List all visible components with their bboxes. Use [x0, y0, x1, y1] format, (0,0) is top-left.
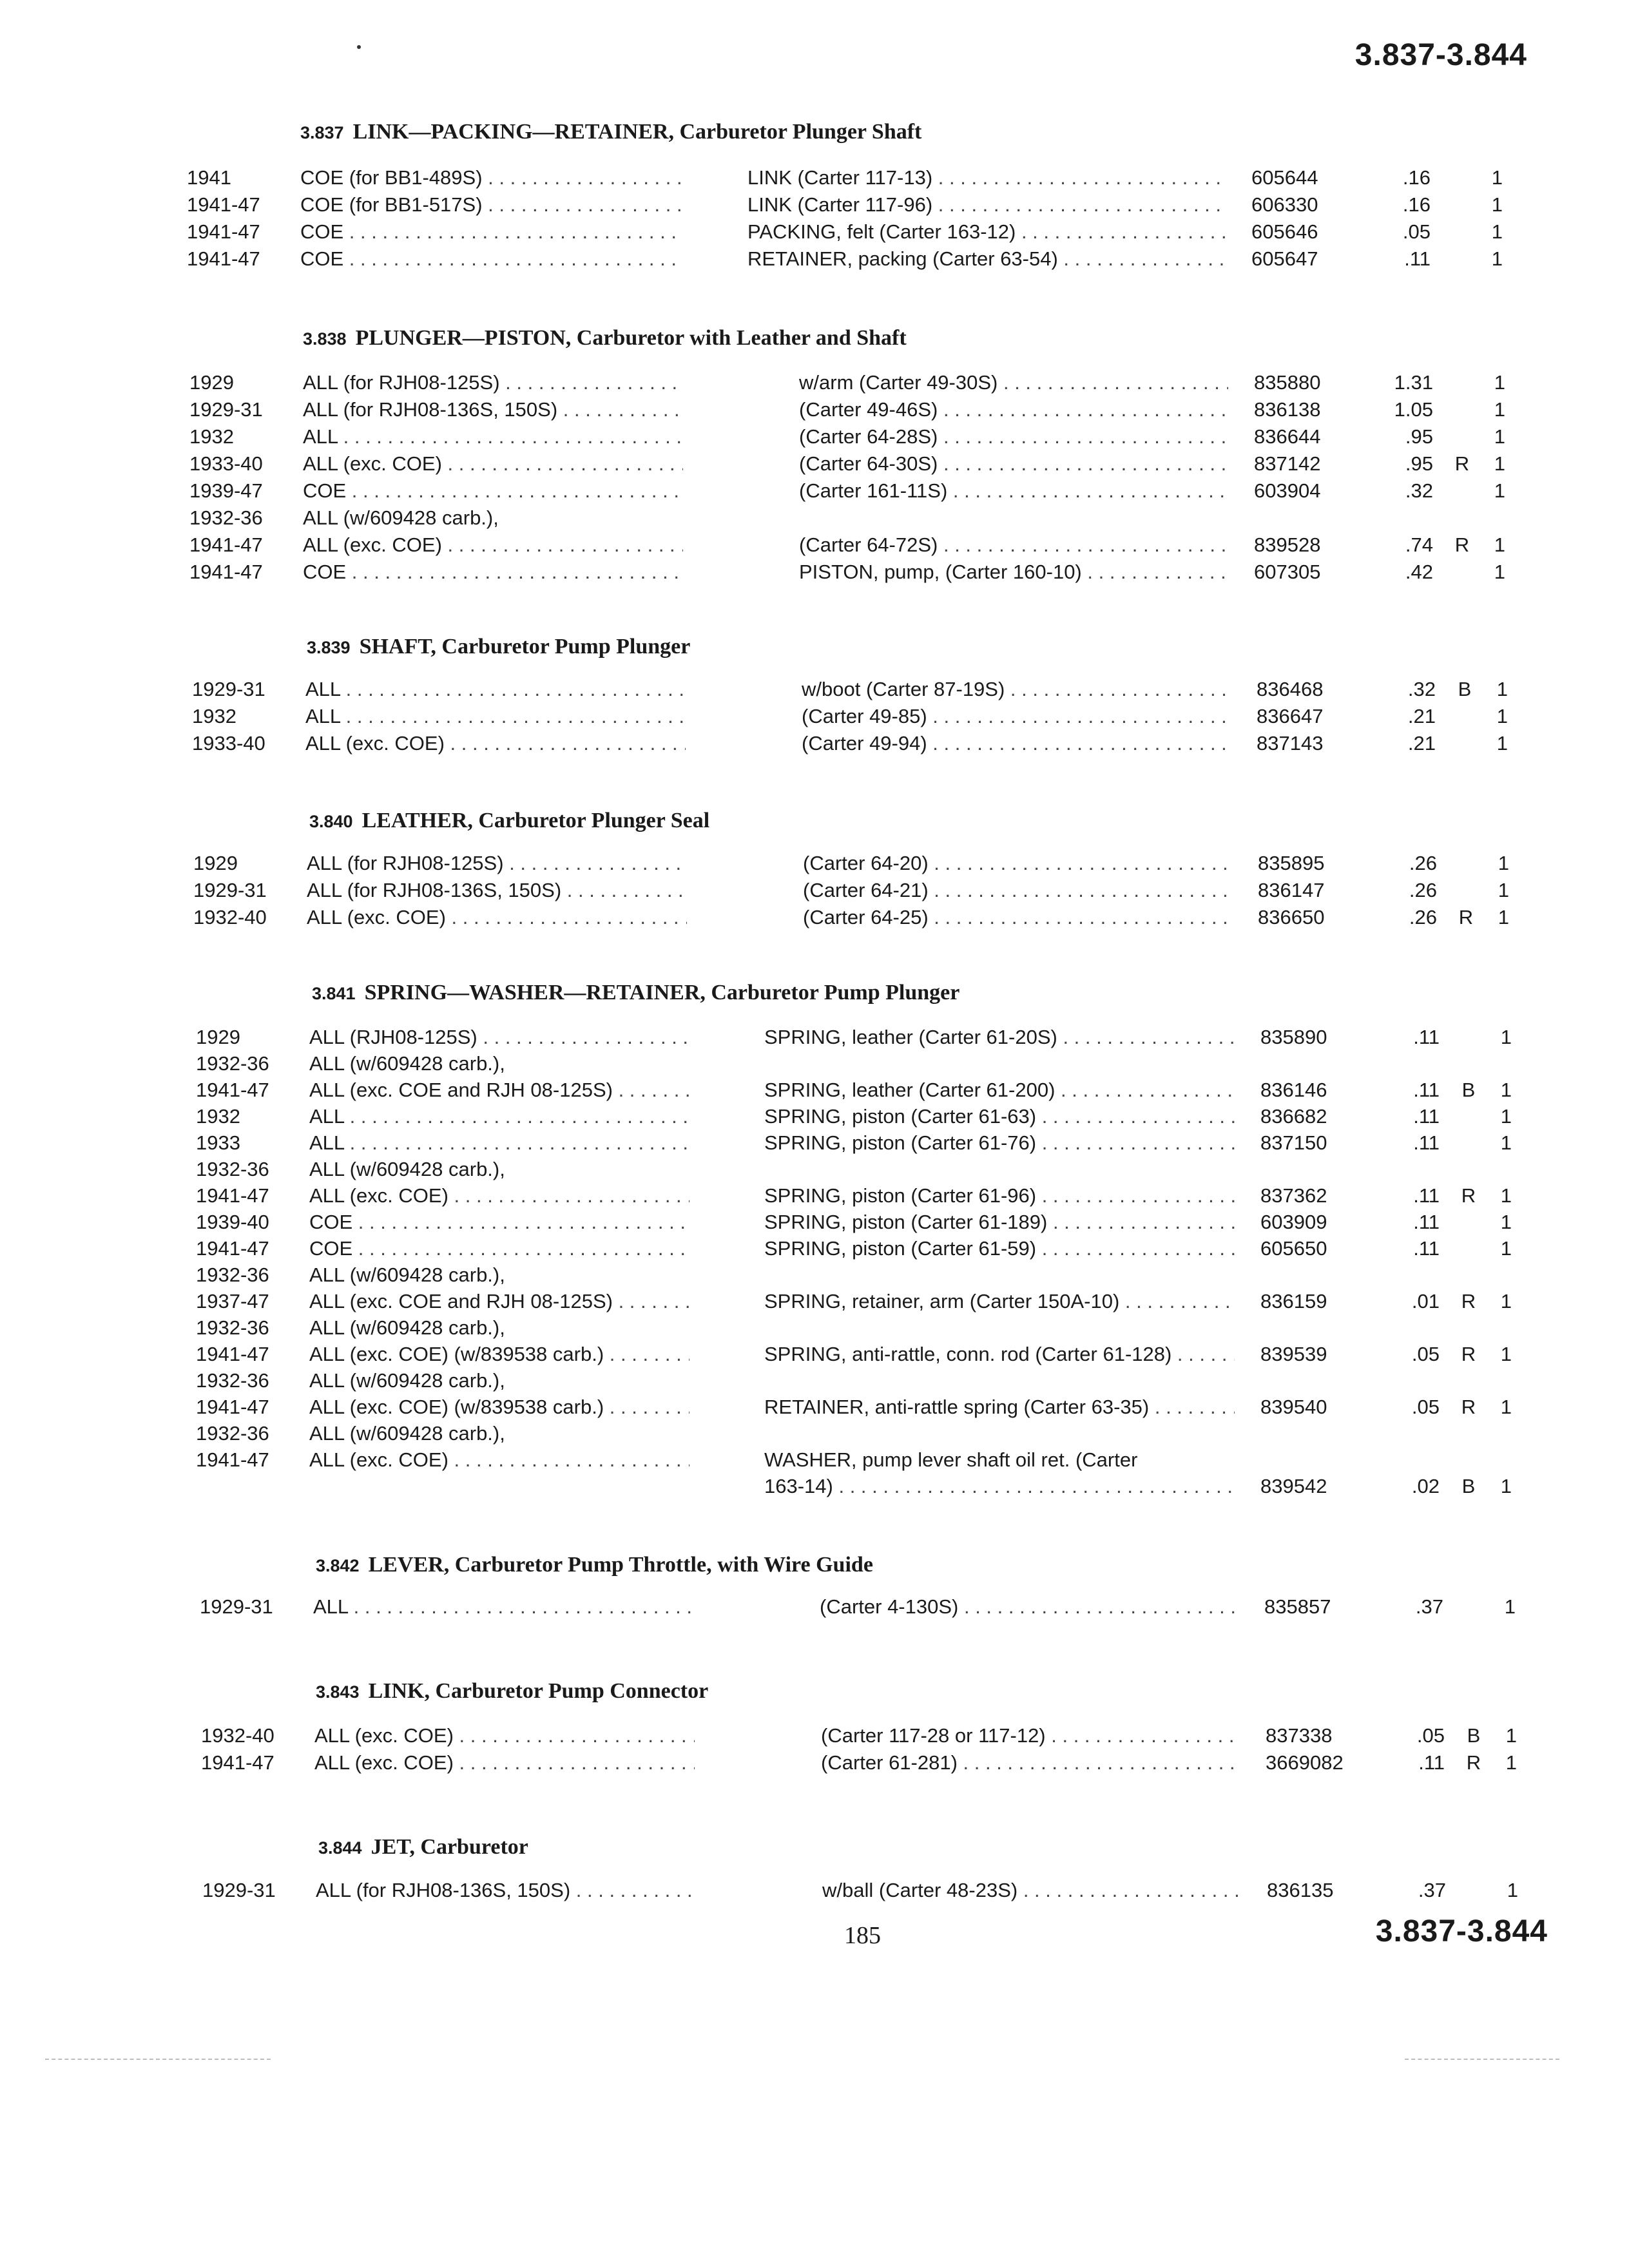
section-heading: LEATHER, Carburetor Plunger Seal [361, 809, 710, 832]
cell-qty: 1 [1500, 1105, 1512, 1128]
cell-year: 1941-47 [187, 220, 260, 243]
cell-price: .21 [1407, 732, 1436, 754]
cell-model: ALL (exc. COE) . . . [309, 1448, 689, 1472]
section-title [303, 326, 907, 351]
cell-part: 837143 [1257, 732, 1324, 754]
cell-model: ALL (exc. COE) . . . [307, 906, 687, 929]
section-title [309, 809, 709, 833]
cell-price: .37 [1415, 1595, 1443, 1618]
cell-code: R [1454, 452, 1470, 475]
parts-row [0, 220, 1629, 247]
cell-model: COE . . . [303, 479, 683, 503]
parts-row [0, 506, 1629, 533]
cell-model: ALL (exc. COE) . . . [305, 732, 686, 755]
cell-model: COE (for BB1-489S) . . . [300, 166, 680, 189]
cell-code: R [1458, 906, 1474, 928]
cell-desc: SPRING, leather (Carter 61-200) . . . [764, 1079, 1235, 1102]
cell-desc: RETAINER, packing (Carter 63-54) . . . [747, 247, 1226, 271]
cell-qty: 1 [1494, 452, 1505, 475]
parts-row [0, 678, 1629, 705]
cell-qty: 1 [1498, 879, 1509, 901]
cell-price: .05 [1411, 1343, 1440, 1365]
cell-desc: PISTON, pump, (Carter 160-10) . . . [799, 561, 1228, 584]
cell-qty: 1 [1500, 1396, 1512, 1418]
section-title [316, 1553, 873, 1577]
cell-model: ALL (exc. COE) (w/839538 carb.) . . . [309, 1343, 689, 1366]
cell-part: 836146 [1260, 1079, 1327, 1101]
parts-row [0, 1026, 1629, 1053]
cell-desc: RETAINER, anti-rattle spring (Carter 63-35) . . . [764, 1396, 1235, 1419]
cell-price: .21 [1407, 705, 1436, 727]
parts-row [0, 1369, 1629, 1396]
cell-qty: 1 [1500, 1343, 1512, 1365]
cell-qty: 1 [1491, 193, 1503, 216]
parts-row [0, 1879, 1629, 1906]
cell-qty: 1 [1496, 732, 1508, 754]
page-header-range: 3.837-3.844 [1354, 38, 1527, 72]
cell-part: 839540 [1260, 1396, 1327, 1418]
parts-row [0, 1052, 1629, 1079]
cell-model: ALL (w/609428 carb.), [303, 506, 499, 529]
cell-year: 1932 [189, 425, 234, 448]
cell-code: R [1461, 1290, 1476, 1312]
cell-desc: w/boot (Carter 87-19S) . . . [802, 678, 1231, 701]
cell-year: 1939-47 [189, 479, 263, 502]
cell-part: 839542 [1260, 1475, 1327, 1497]
cell-model: ALL . . . [303, 425, 683, 448]
cell-price: .11 [1418, 1751, 1445, 1774]
cell-desc: SPRING, piston (Carter 61-59) . . . [764, 1237, 1235, 1260]
cell-price: .11 [1413, 1211, 1440, 1233]
section-number: 3.840 [309, 812, 353, 831]
cell-part: 835890 [1260, 1026, 1327, 1048]
cell-qty: 1 [1498, 852, 1509, 874]
cell-price: .05 [1416, 1724, 1445, 1747]
parts-row [0, 479, 1629, 506]
cell-year: 1932-36 [196, 1158, 269, 1180]
cell-price: .32 [1407, 678, 1436, 700]
cell-year: 1932-40 [193, 906, 267, 928]
parts-row [0, 852, 1629, 879]
cell-model: ALL (w/609428 carb.), [309, 1422, 505, 1445]
cell-price: .26 [1409, 852, 1437, 874]
cell-qty: 1 [1500, 1079, 1512, 1101]
cell-desc: SPRING, piston (Carter 61-63) . . . [764, 1105, 1235, 1128]
cell-year: 1933-40 [192, 732, 265, 754]
cell-year: 1932 [196, 1105, 240, 1128]
cell-code: R [1461, 1396, 1476, 1418]
cell-model: ALL (for RJH08-125S) . . . [303, 371, 683, 394]
cell-model: ALL (w/609428 carb.), [309, 1316, 505, 1339]
cell-year: 1929 [196, 1026, 240, 1048]
cell-part: 837150 [1260, 1131, 1327, 1154]
cell-model: ALL . . . [313, 1595, 693, 1619]
cell-year: 1941-47 [196, 1396, 269, 1418]
cell-model: ALL (exc. COE) . . . [303, 533, 683, 557]
cell-part: 603909 [1260, 1211, 1327, 1233]
cell-year: 1932-36 [196, 1422, 269, 1445]
parts-row [0, 1475, 1629, 1502]
cell-year: 1941-47 [196, 1448, 269, 1471]
cell-part: 3669082 [1266, 1751, 1344, 1774]
parts-row [0, 705, 1629, 732]
parts-row [0, 561, 1629, 588]
parts-row [0, 732, 1629, 759]
cell-price: .05 [1411, 1396, 1440, 1418]
cell-qty: 1 [1498, 906, 1509, 928]
cell-part: 836682 [1260, 1105, 1327, 1128]
scan-artifact-line [1405, 2059, 1559, 2060]
cell-desc: (Carter 49-46S) . . . [799, 398, 1228, 421]
cell-price: .26 [1409, 879, 1437, 901]
cell-part: 605646 [1251, 220, 1318, 243]
cell-desc: SPRING, leather (Carter 61-20S) . . . [764, 1026, 1235, 1049]
cell-model: ALL (for RJH08-136S, 150S) . . . [307, 879, 687, 902]
parts-row [0, 1184, 1629, 1211]
cell-year: 1929-31 [200, 1595, 273, 1618]
section-title [316, 1679, 708, 1704]
cell-desc: (Carter 64-28S) . . . [799, 425, 1228, 448]
section-number: 3.839 [307, 638, 351, 657]
section-heading: PLUNGER—PISTON, Carburetor with Leather and Shaft [355, 326, 907, 350]
cell-year: 1941-47 [196, 1184, 269, 1207]
cell-desc: (Carter 4-130S) . . . [820, 1595, 1239, 1619]
cell-year: 1932-36 [196, 1316, 269, 1339]
cell-desc: SPRING, piston (Carter 61-189) . . . [764, 1211, 1235, 1234]
cell-desc: (Carter 64-21) . . . [803, 879, 1232, 902]
cell-price: .26 [1409, 906, 1437, 928]
parts-row [0, 1264, 1629, 1291]
cell-qty: 1 [1494, 533, 1505, 556]
cell-model: COE . . . [300, 247, 680, 271]
cell-model: ALL (for RJH08-125S) . . . [307, 852, 687, 875]
cell-price: .05 [1402, 220, 1431, 243]
parts-row [0, 166, 1629, 193]
cell-part: 607305 [1254, 561, 1321, 583]
section-heading: SHAFT, Carburetor Pump Plunger [359, 635, 691, 658]
cell-desc: LINK (Carter 117-96) . . . [747, 193, 1226, 216]
cell-desc: 163-14) . . . [764, 1475, 1235, 1498]
cell-code: R [1466, 1751, 1481, 1774]
cell-qty: 1 [1505, 1751, 1517, 1774]
cell-qty: 1 [1496, 678, 1508, 700]
parts-row [0, 398, 1629, 425]
cell-year: 1929-31 [202, 1879, 276, 1901]
cell-part: 836644 [1254, 425, 1321, 448]
cell-model: ALL (for RJH08-136S, 150S) . . . [303, 398, 683, 421]
parts-row [0, 1079, 1629, 1106]
cell-part: 839528 [1254, 533, 1321, 556]
section-heading: LEVER, Carburetor Pump Throttle, with Wire Guide [368, 1553, 873, 1577]
cell-model: COE . . . [309, 1211, 689, 1234]
parts-row [0, 1158, 1629, 1185]
cell-year: 1929-31 [193, 879, 267, 901]
cell-price: .32 [1405, 479, 1433, 502]
cell-price: .37 [1418, 1879, 1446, 1901]
cell-part: 837362 [1260, 1184, 1327, 1207]
parts-row [0, 425, 1629, 452]
cell-desc: SPRING, piston (Carter 61-96) . . . [764, 1184, 1235, 1207]
parts-row [0, 1290, 1629, 1317]
section-number: 3.844 [318, 1838, 362, 1858]
cell-qty: 1 [1491, 166, 1503, 189]
cell-desc: w/ball (Carter 48-23S) . . . [822, 1879, 1241, 1902]
parts-row [0, 1211, 1629, 1238]
cell-part: 836468 [1257, 678, 1324, 700]
cell-model: ALL (exc. COE) . . . [314, 1724, 695, 1747]
cell-year: 1932-36 [196, 1369, 269, 1392]
cell-year: 1941-47 [189, 533, 263, 556]
cell-model: ALL (exc. COE) . . . [303, 452, 683, 476]
cell-year: 1933-40 [189, 452, 263, 475]
section-heading: LINK—PACKING—RETAINER, Carburetor Plunger Shaft [352, 120, 922, 144]
cell-model: COE . . . [300, 220, 680, 244]
cell-part: 836650 [1258, 906, 1325, 928]
cell-price: .16 [1402, 193, 1431, 216]
section-heading: LINK, Carburetor Pump Connector [368, 1679, 709, 1703]
cell-year: 1941-47 [196, 1237, 269, 1260]
cell-year: 1932-36 [189, 506, 263, 529]
cell-model: ALL (w/609428 carb.), [309, 1369, 505, 1392]
cell-model: ALL (w/609428 carb.), [309, 1052, 505, 1075]
cell-qty: 1 [1500, 1237, 1512, 1260]
cell-code: B [1467, 1724, 1481, 1747]
cell-desc: SPRING, anti-rattle, conn. rod (Carter 61-128) . . . [764, 1343, 1235, 1366]
cell-year: 1929-31 [189, 398, 263, 421]
cell-model: ALL . . . [309, 1131, 689, 1155]
cell-desc: WASHER, pump lever shaft oil ret. (Carter [764, 1448, 1138, 1471]
cell-code: B [1461, 1475, 1476, 1497]
cell-part: 605647 [1251, 247, 1318, 270]
parts-row [0, 1396, 1629, 1423]
cell-desc: (Carter 61-281) . . . [821, 1751, 1240, 1774]
cell-price: 1.05 [1394, 398, 1433, 421]
cell-price: .74 [1405, 533, 1433, 556]
cell-desc: (Carter 64-20) . . . [803, 852, 1232, 875]
parts-row [0, 1595, 1629, 1622]
section-title [318, 1835, 528, 1860]
cell-part: 836147 [1258, 879, 1325, 901]
cell-price: .11 [1413, 1184, 1440, 1207]
cell-part: 837338 [1266, 1724, 1333, 1747]
cell-qty: 1 [1500, 1211, 1512, 1233]
cell-qty: 1 [1494, 371, 1505, 394]
cell-desc: (Carter 49-85) . . . [802, 705, 1231, 728]
cell-year: 1929 [189, 371, 234, 394]
cell-price: .11 [1413, 1079, 1440, 1101]
cell-part: 839539 [1260, 1343, 1327, 1365]
parts-row [0, 533, 1629, 561]
cell-part: 835895 [1258, 852, 1325, 874]
cell-year: 1929-31 [192, 678, 265, 700]
cell-qty: 1 [1491, 220, 1503, 243]
cell-year: 1941 [187, 166, 231, 189]
cell-price: .01 [1411, 1290, 1440, 1312]
cell-part: 603904 [1254, 479, 1321, 502]
cell-model: COE . . . [303, 561, 683, 584]
cell-code: R [1461, 1184, 1476, 1207]
parts-row [0, 1724, 1629, 1751]
cell-model: ALL (w/609428 carb.), [309, 1158, 505, 1180]
cell-qty: 1 [1500, 1184, 1512, 1207]
cell-year: 1929 [193, 852, 238, 874]
cell-model: ALL . . . [309, 1105, 689, 1128]
section-number: 3.843 [316, 1682, 360, 1702]
cell-desc: w/arm (Carter 49-30S) . . . [799, 371, 1228, 394]
cell-code: B [1458, 678, 1472, 700]
section-number: 3.837 [300, 123, 344, 142]
cell-year: 1941-47 [187, 247, 260, 270]
cell-price: .11 [1413, 1237, 1440, 1260]
parts-row [0, 906, 1629, 933]
parts-row [0, 1131, 1629, 1158]
cell-model: ALL (exc. COE) (w/839538 carb.) . . . [309, 1396, 689, 1419]
parts-row [0, 879, 1629, 906]
cell-part: 605644 [1251, 166, 1318, 189]
cell-price: .95 [1405, 425, 1433, 448]
section-number: 3.842 [316, 1556, 360, 1575]
cell-year: 1941-47 [187, 193, 260, 216]
parts-row [0, 1422, 1629, 1449]
cell-qty: 1 [1494, 425, 1505, 448]
cell-year: 1932-40 [201, 1724, 275, 1747]
cell-price: .11 [1413, 1026, 1440, 1048]
cell-year: 1932 [192, 705, 236, 727]
cell-qty: 1 [1505, 1724, 1517, 1747]
cell-model: ALL (w/609428 carb.), [309, 1264, 505, 1286]
section-title [300, 120, 921, 144]
cell-price: .42 [1405, 561, 1433, 583]
cell-part: 835880 [1254, 371, 1321, 394]
page-number: 185 [844, 1922, 881, 1949]
cell-code: B [1461, 1079, 1476, 1101]
cell-model: ALL (exc. COE and RJH 08-125S) . . . [309, 1290, 689, 1313]
cell-price: .02 [1411, 1475, 1440, 1497]
cell-year: 1933 [196, 1131, 240, 1154]
cell-desc: (Carter 161-11S) . . . [799, 479, 1228, 503]
cell-model: COE . . . [309, 1237, 689, 1260]
cell-desc: SPRING, piston (Carter 61-76) . . . [764, 1131, 1235, 1155]
cell-desc: PACKING, felt (Carter 163-12) . . . [747, 220, 1226, 244]
cell-part: 606330 [1251, 193, 1318, 216]
cell-code: R [1454, 533, 1470, 556]
cell-year: 1941-47 [196, 1343, 269, 1365]
scan-speck [357, 45, 361, 49]
cell-qty: 1 [1491, 247, 1503, 270]
cell-desc: (Carter 117-28 or 117-12) . . . [821, 1724, 1240, 1747]
cell-model: ALL (exc. COE and RJH 08-125S) . . . [309, 1079, 689, 1102]
cell-qty: 1 [1500, 1131, 1512, 1154]
cell-desc: LINK (Carter 117-13) . . . [747, 166, 1226, 189]
cell-desc: SPRING, retainer, arm (Carter 150A-10) . . . [764, 1290, 1235, 1313]
scan-artifact-line [45, 2059, 271, 2060]
cell-price: .11 [1413, 1105, 1440, 1128]
section-title [307, 635, 690, 659]
cell-desc: (Carter 49-94) . . . [802, 732, 1231, 755]
cell-year: 1932-36 [196, 1264, 269, 1286]
cell-price: 1.31 [1394, 371, 1433, 394]
section-heading: JET, Carburetor [371, 1835, 528, 1859]
cell-model: COE (for BB1-517S) . . . [300, 193, 680, 216]
cell-qty: 1 [1504, 1595, 1516, 1618]
parts-row [0, 371, 1629, 398]
cell-part: 837142 [1254, 452, 1321, 475]
cell-code: R [1461, 1343, 1476, 1365]
parts-row [0, 1751, 1629, 1778]
cell-part: 836647 [1257, 705, 1324, 727]
cell-model: ALL (exc. COE) . . . [309, 1184, 689, 1207]
cell-price: .16 [1402, 166, 1431, 189]
cell-qty: 1 [1496, 705, 1508, 727]
section-title [312, 981, 959, 1005]
cell-year: 1941-47 [196, 1079, 269, 1101]
parts-row [0, 1343, 1629, 1370]
cell-qty: 1 [1494, 561, 1505, 583]
cell-qty: 1 [1500, 1475, 1512, 1497]
cell-qty: 1 [1500, 1026, 1512, 1048]
cell-part: 835857 [1264, 1595, 1331, 1618]
cell-year: 1932-36 [196, 1052, 269, 1075]
parts-row [0, 247, 1629, 274]
cell-price: .95 [1405, 452, 1433, 475]
cell-part: 836159 [1260, 1290, 1327, 1312]
parts-row [0, 452, 1629, 479]
cell-desc: (Carter 64-30S) . . . [799, 452, 1228, 476]
cell-part: 836135 [1267, 1879, 1334, 1901]
parts-row [0, 1237, 1629, 1264]
cell-model: ALL (exc. COE) . . . [314, 1751, 695, 1774]
cell-year: 1941-47 [201, 1751, 275, 1774]
section-heading: SPRING—WASHER—RETAINER, Carburetor Pump Plunger [364, 981, 960, 1004]
cell-model: ALL . . . [305, 678, 686, 701]
cell-year: 1939-40 [196, 1211, 269, 1233]
cell-part: 605650 [1260, 1237, 1327, 1260]
cell-model: ALL (for RJH08-136S, 150S) . . . [316, 1879, 696, 1902]
cell-year: 1937-47 [196, 1290, 269, 1312]
cell-year: 1941-47 [189, 561, 263, 583]
cell-desc: (Carter 64-25) . . . [803, 906, 1232, 929]
parts-row [0, 193, 1629, 220]
cell-price: .11 [1413, 1131, 1440, 1154]
cell-qty: 1 [1507, 1879, 1518, 1901]
parts-row [0, 1316, 1629, 1343]
cell-qty: 1 [1494, 398, 1505, 421]
cell-qty: 1 [1500, 1290, 1512, 1312]
page-footer-range: 3.837-3.844 [1375, 1914, 1548, 1948]
cell-model: ALL (RJH08-125S) . . . [309, 1026, 689, 1049]
section-number: 3.841 [312, 984, 356, 1003]
parts-row [0, 1448, 1629, 1475]
cell-price: .11 [1404, 247, 1431, 270]
cell-qty: 1 [1494, 479, 1505, 502]
cell-model: ALL . . . [305, 705, 686, 728]
section-number: 3.838 [303, 329, 347, 349]
cell-desc: (Carter 64-72S) . . . [799, 533, 1228, 557]
parts-row [0, 1105, 1629, 1132]
cell-part: 836138 [1254, 398, 1321, 421]
